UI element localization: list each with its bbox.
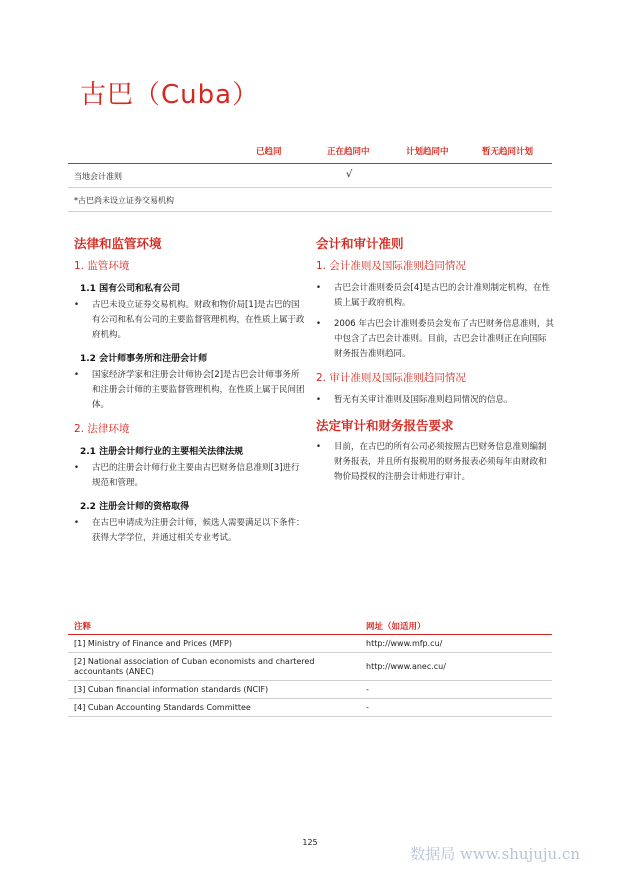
bullet-item: • 古巴未设立证券交易机构。财政和物价局[1]是古巴的国有公司和私有公司的主要监督管理机构，在性质上属于政府机构。 — [74, 298, 306, 343]
subsection-title: 1. 会计准则及国际准则趋同情况 — [316, 260, 466, 272]
bullet-list — [74, 516, 306, 546]
note-url-link[interactable]: http://www.mfp.cu/ — [366, 639, 443, 648]
bullet-item: • 暂无有关审计准则及国际准则趋同情况的信息。 — [316, 393, 554, 408]
bullet-item: • 国家经济学家和注册会计师协会[2]是古巴会计师事务所和注册会计师的主要监督管理机构，在性质上属于民间团体。 — [74, 368, 306, 413]
col-header-converged: 已趋同 — [256, 147, 282, 157]
subsubsection-title: 1.1 国有公司和私有公司 — [80, 284, 181, 294]
subsubsection-title: 2.1 注册会计师行业的主要相关法律法规 — [80, 447, 244, 457]
subsection-title: 2. 审计准则及国际准则趋同情况 — [316, 372, 466, 384]
note-text: [4] Cuban Accounting Standards Committee — [74, 703, 251, 712]
col-header-no-plan: 暂无趋同计划 — [482, 147, 534, 157]
notes-table-header — [68, 617, 552, 635]
subsection-title: 1. 监管环境 — [74, 260, 130, 272]
col-header-converging: 正在趋同中 — [327, 147, 370, 157]
bullet-item: • 在古巴申请成为注册会计师，候选人需要满足以下条件：获得大学学位，并通过相关专业考试。 — [74, 516, 306, 546]
section-heading: 会计和审计准则 — [316, 236, 404, 251]
bullet-list — [74, 298, 306, 343]
page-number: 125 — [302, 838, 318, 847]
convergence-row — [68, 164, 552, 188]
watermark: 数据局 www.shujuju.cn — [410, 845, 580, 863]
col-header-planned: 计划趋同中 — [406, 147, 449, 157]
subsubsection-title: 2.2 注册会计师的资格取得 — [80, 502, 190, 512]
table-row — [68, 635, 552, 653]
bullet-item: • 目前，在古巴的所有公司必须按照古巴财务信息准则编制财务报表，并且所有报税用的财务报表必须每年由财政和物价局授权的注册会计师进行审计。 — [316, 440, 554, 485]
note-url: - — [366, 685, 369, 694]
table-row — [68, 681, 552, 699]
bullet-list — [74, 461, 306, 491]
accounting-audit-section — [316, 234, 554, 493]
convergence-table-header — [68, 140, 552, 164]
row-label: 当地会计准则 — [74, 172, 122, 181]
page-title: 古巴（Cuba） — [80, 80, 260, 110]
note-url: - — [366, 703, 369, 712]
bullet-item: • 古巴会计准则委员会[4]是古巴的会计准则制定机构，在性质上属于政府机构。 — [316, 281, 554, 311]
table-row — [68, 699, 552, 717]
col-header-notes: 注释 — [74, 622, 92, 632]
notes-table — [68, 617, 552, 717]
section-heading: 法律和监管环境 — [74, 236, 162, 251]
bullet-list — [316, 393, 554, 408]
section-heading: 法定审计和财务报告要求 — [316, 418, 454, 433]
col-header-url: 网址（如适用） — [366, 622, 426, 632]
row-label: *古巴尚未设立证券交易机构 — [74, 196, 174, 205]
table-row — [68, 653, 552, 681]
bullet-item: • 2006 年古巴会计准则委员会发布了古巴财务信息准则，其中包含了古巴会计准则。目前，古巴会计准则正在向国际财务报告准则趋同。 — [316, 317, 554, 362]
bullet-list — [74, 368, 306, 413]
check-mark-icon: √ — [346, 169, 353, 180]
note-url-link[interactable]: http://www.anec.cu/ — [366, 662, 446, 671]
bullet-list — [316, 281, 554, 362]
subsubsection-title: 1.2 会计师事务所和注册会计师 — [80, 354, 208, 364]
bullet-item: • 古巴的注册会计师行业主要由古巴财务信息准则[3]进行规范和管理。 — [74, 461, 306, 491]
note-text: [2] National association of Cuban economists and chartered accountants (ANEC) — [74, 657, 315, 676]
convergence-note-row — [68, 188, 552, 212]
note-text: [3] Cuban financial information standards (NCIF) — [74, 685, 269, 694]
bullet-list — [316, 440, 554, 485]
note-text: [1] Ministry of Finance and Prices (MFP) — [74, 639, 232, 648]
legal-regulatory-section — [74, 234, 306, 554]
subsection-title: 2. 法律环境 — [74, 423, 130, 435]
